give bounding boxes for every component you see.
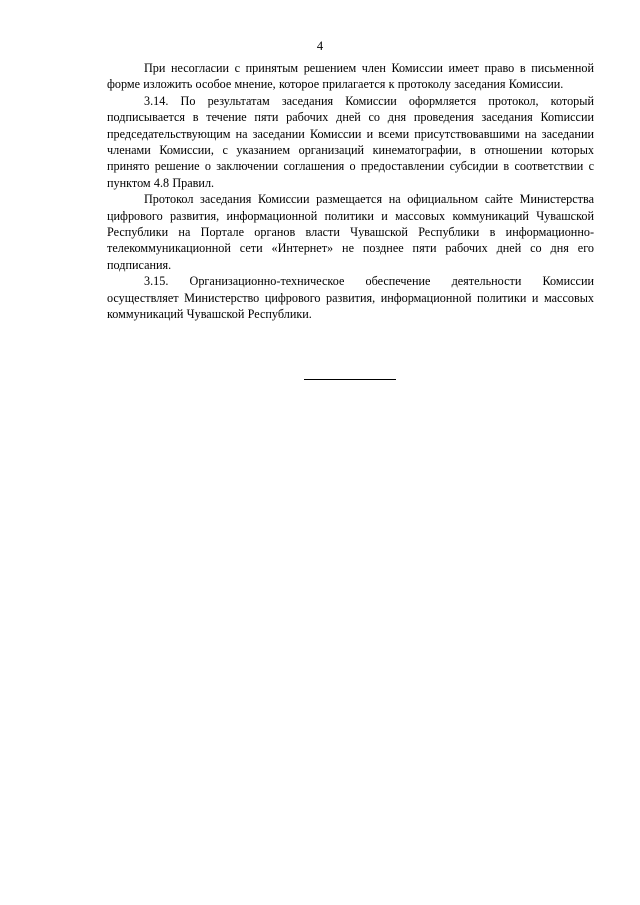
paragraph-3-15: 3.15. Организационно-техническое обеспечение деятельности Комиссии осуществляет Министерство цифрового развития, информационной политики и массовых коммуникаций Чувашской Республики. xyxy=(107,274,594,322)
paragraph-dissent: При несогласии с принятым решением член Комиссии имеет право в письменной форме изложить особое мнение, которое прилагается к протоколу заседания Комиссии. xyxy=(107,61,594,92)
end-divider-line xyxy=(304,379,396,380)
paragraph-3-14: 3.14. По результатам заседания Комиссии оформляется протокол, который подписывается в течение пяти рабочих дней со дня проведения заседания Коmиссии председательствующим на заседании Комиссии и всеми присутствовавшими на заседании членами Комиссии, с указанием организаций кинематографии, в отношении которых принято решение о заключении соглашения о предоставлении субсидии в соответствии с пунктом 4.8 Правил. xyxy=(107,93,594,190)
page-number: 4 xyxy=(316,39,324,53)
document-body xyxy=(107,60,594,323)
paragraph-protocol-publication: Протокол заседания Комиссии размещается на официальном сайте Министерства цифрового развития, информационной политики и массовых коммуникаций Чувашской Республики на Портале органов власти Чувашской Республики в информационно-телекоммуникационной сети «Интернет» не позднее пяти рабочих дней со дня его подписания. xyxy=(107,192,594,272)
